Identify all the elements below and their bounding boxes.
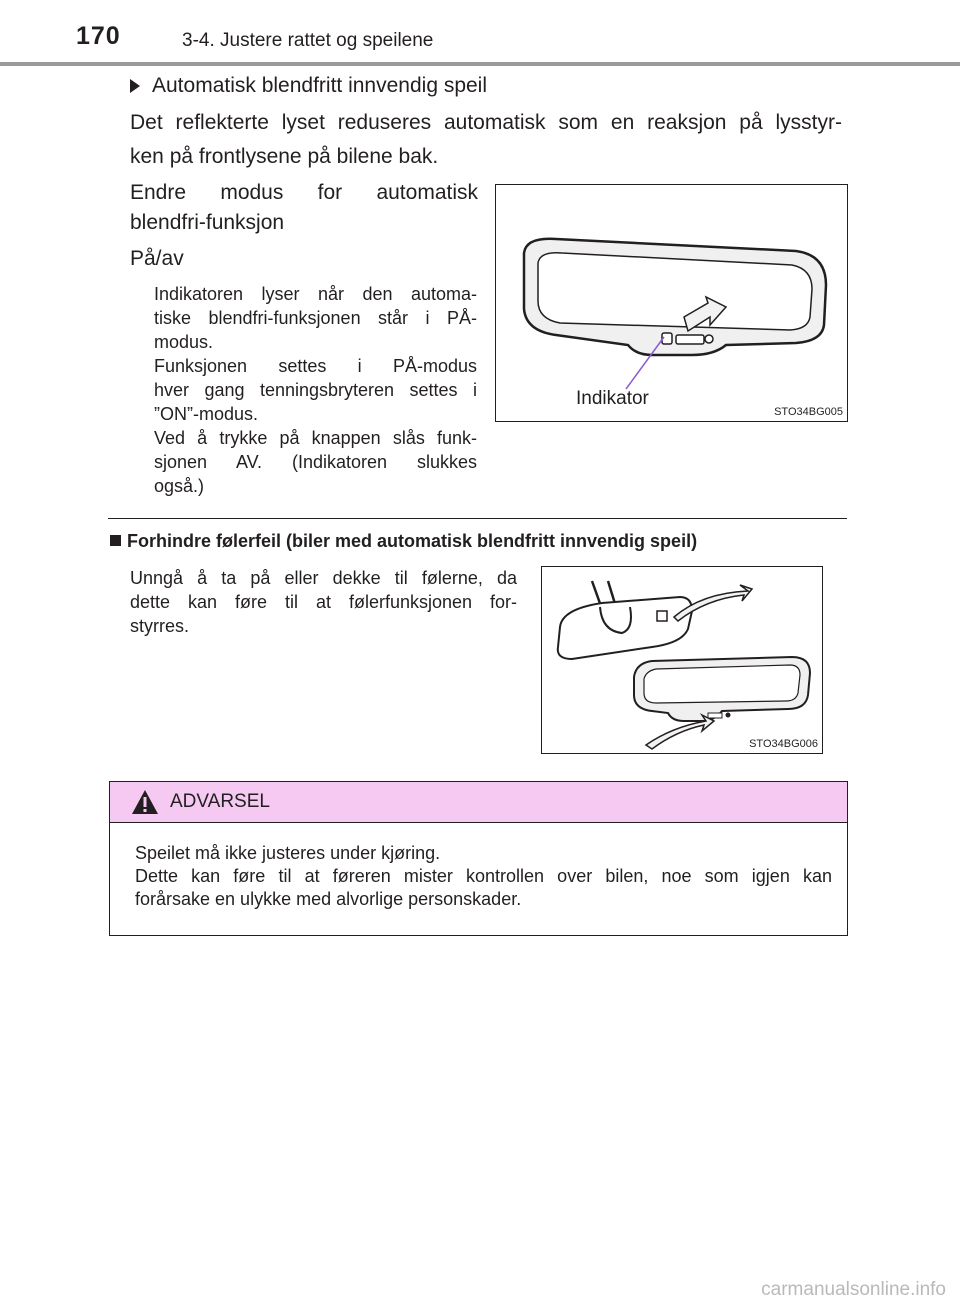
sensor-text [130,566,517,638]
indicator-label: Indikator [576,388,649,409]
warning-line: Dette kan føre til at føreren mister kontrollen over bilen, noe som igjen kan [135,866,832,886]
warning-line: Speilet må ikke justeres under kjøring. [135,843,441,863]
desc-line: ”ON”-modus. [154,404,259,424]
figure-code: STO34BG005 [774,406,843,418]
onoff-label: På/av [130,247,184,270]
section-heading-text: Forhindre følerfeil (biler med automatisk blendfritt innvendig speil) [127,531,698,551]
desc-line: sjonen AV. (Indikatoren slukkes [154,452,477,472]
page-number: 170 [76,22,121,50]
desc-line: Ved å trykke på knappen slås funk- [154,428,477,448]
bullet-heading [130,74,487,98]
chapter-title: 3-4. Justere rattet og speilene [182,30,434,51]
warning-triangle-icon [130,788,160,816]
desc-line: hver gang tenningsbryteren settes i [154,380,477,400]
warning-body [135,842,832,911]
mirror-indicator-figure [495,184,848,422]
intro-line-2: ken på frontlysene på bilene bak. [130,145,439,168]
figure-code: STO34BG006 [749,738,818,750]
triangle-bullet-icon [130,79,140,93]
sensor-illustration [542,567,822,753]
desc-line: også.) [154,476,205,496]
square-bullet-icon [110,535,121,546]
desc-line: Indikatoren lyser når den automa- [154,284,477,304]
bullet-heading-text: Automatisk blendfritt innvendig speil [152,74,488,97]
section-heading [110,531,697,552]
warning-box [109,781,848,936]
intro-line-1: Det reflekterte lyset reduseres automatisk som en reaksjon på lysstyr- [130,111,842,134]
warning-header [110,782,847,823]
warning-line: forårsake en ulykke med alvorlige personskader. [135,889,522,909]
mirror-sensor-figure [541,566,823,754]
change-mode-line-1: Endre modus for automatisk [130,181,478,204]
mirror-illustration [496,185,847,421]
sensor-line: Unngå å ta på eller dekke til følerne, da [130,568,517,588]
section-rule [108,518,847,519]
desc-line: Funksjonen settes i PÅ-modus [154,356,477,376]
header-rule [0,62,960,66]
sensor-line: styrres. [130,616,190,636]
desc-line: modus. [154,332,214,352]
watermark: carmanualsonline.info [761,1279,946,1300]
indicator-description [154,282,477,498]
sensor-line: dette kan føre til at følerfunksjonen for- [130,592,517,612]
change-mode-line-2: blendfri-funksjon [130,211,285,234]
desc-line: tiske blendfri-funksjonen står i PÅ- [154,308,477,328]
warning-title: ADVARSEL [170,791,270,812]
